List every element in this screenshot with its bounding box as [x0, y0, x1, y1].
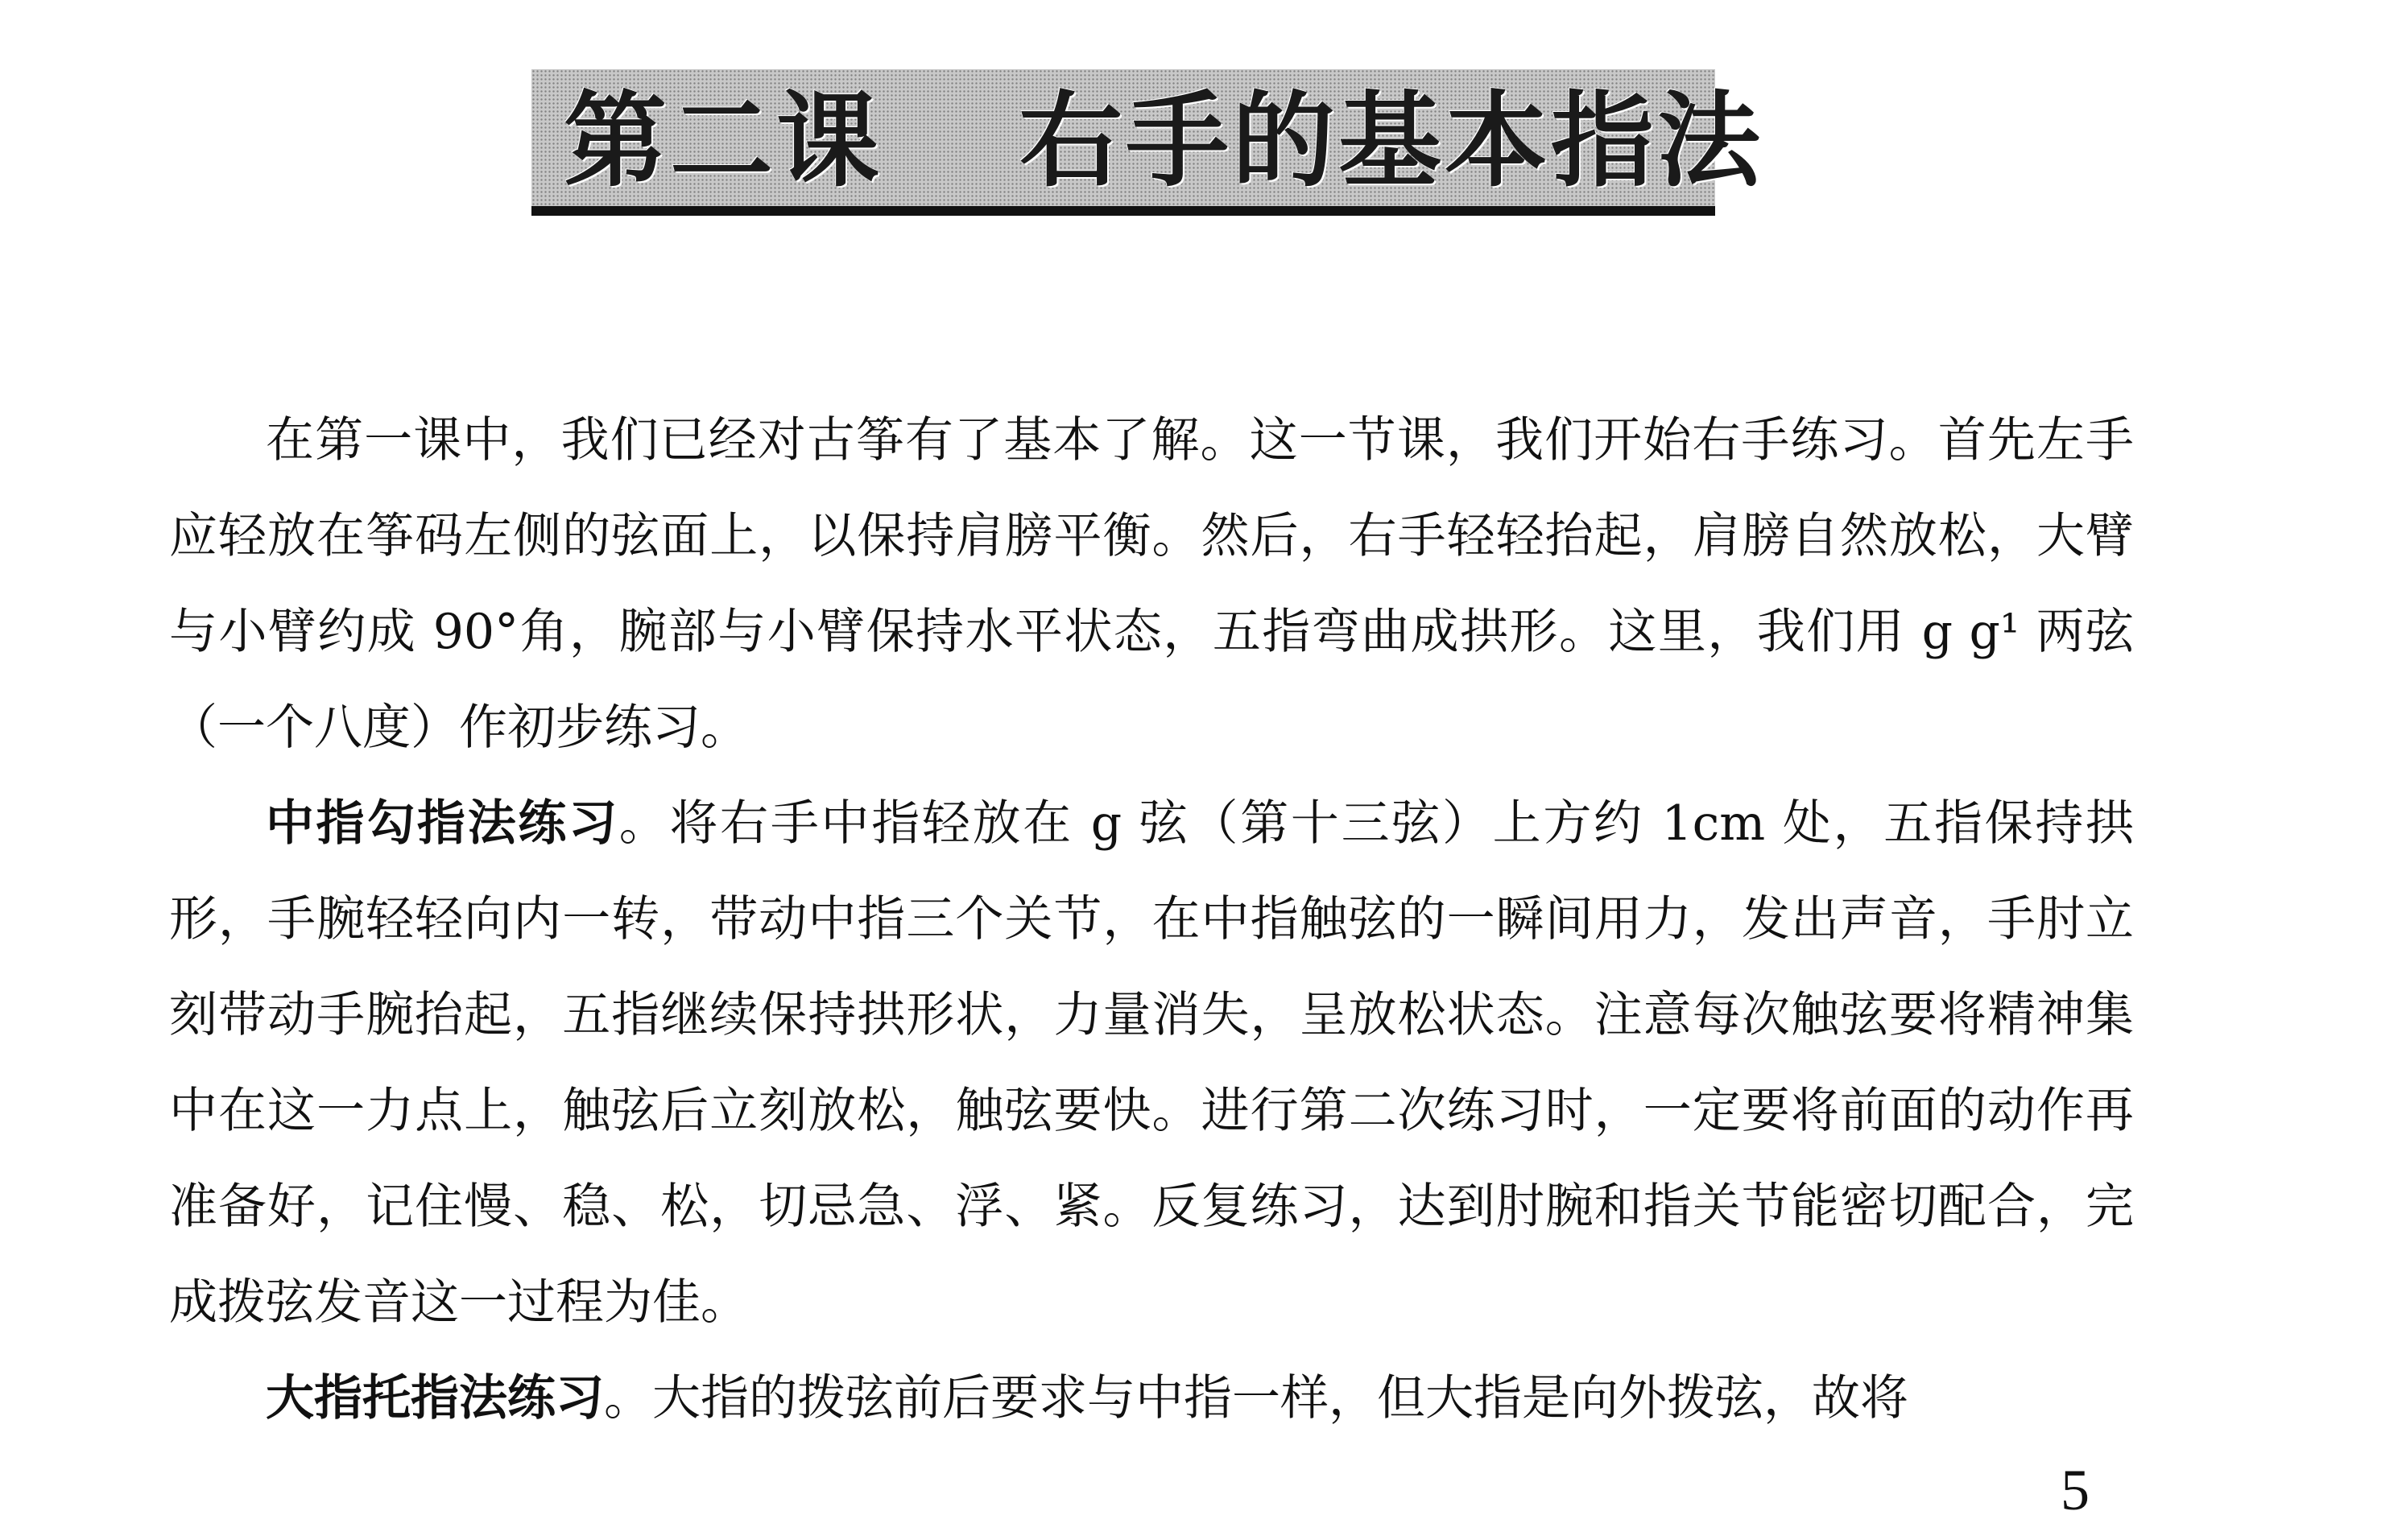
- lesson-number: 第二课: [564, 81, 883, 201]
- paragraph-intro: [169, 393, 2134, 776]
- page-number: 5: [2061, 1458, 2090, 1522]
- paragraph-thumb: [169, 1351, 2134, 1447]
- body-text: [169, 393, 2134, 1447]
- paragraph-text: 。大指的拨弦前后要求与中指一样，但大指是向外拨弦，故将: [604, 1370, 1908, 1426]
- lesson-title-banner: [531, 69, 1764, 216]
- lesson-topic: 右手的基本指法: [1019, 81, 1764, 201]
- paragraph-heading: 大指托指法练习: [266, 1370, 604, 1426]
- lesson-title: [564, 81, 1763, 201]
- paragraph-text: 。将右手中指轻放在 g 弦（第十三弦）上方约 1cm 处，五指保持拱形，手腕轻轻向内一转，带动中指三个关节，在中指触弦的一瞬间用力，发出声音，手肘立刻带动手腕抬起，五指继续保持拱形状，力量消失，呈放松状态。注意每次触弦要将精神集中在这一力点上，触弦后立刻放松，触弦要快。进行第二次练习时，一定要将前面的动作再准备好，记住慢、稳、松，切忌急、浮、紧。反复练习，达到肘腕和指关节能密切配合，完成拨弦发音这一过程为佳。: [169, 795, 2135, 1331]
- paragraph-heading: 中指勾指法练习: [266, 795, 619, 852]
- paragraph-middle-finger: [169, 776, 2134, 1351]
- paragraph-text: 在第一课中，我们已经对古筝有了基本了解。这一节课，我们开始右手练习。首先左手应轻放在筝码左侧的弦面上，以保持肩膀平衡。然后，右手轻轻抬起，肩膀自然放松，大臂与小臂约成 90°角，腕部与小臂保持水平状态，五指弯曲成拱形。这里，我们用 g g¹ 两弦（一个八度）作初步练习。: [169, 412, 2134, 756]
